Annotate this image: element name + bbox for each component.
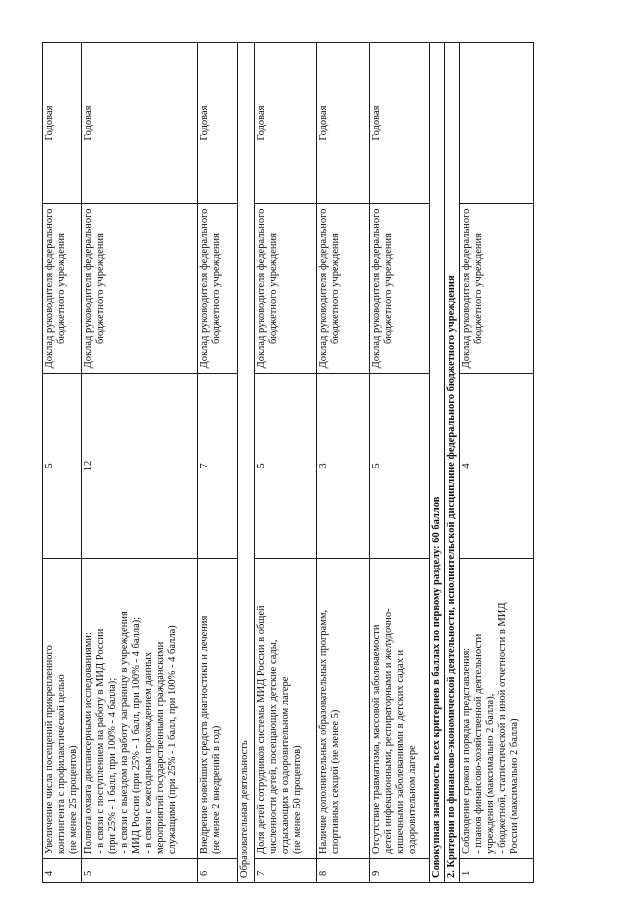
criterion-text: Доля детей сотрудников системы МИД России в общей численности детей, посещающих детские сады, отдыхающих в оздоровительном лагере (не менее 50 процентов) bbox=[255, 559, 317, 859]
period-cell: Годовая bbox=[255, 43, 317, 204]
row-number: 9 bbox=[370, 859, 430, 883]
total-first-section: Совокупная значимость всех критериев в баллах по первому разделу: 60 баллов bbox=[430, 43, 445, 883]
table-row bbox=[317, 43, 370, 883]
table-row bbox=[255, 43, 317, 883]
source-cell: Доклад руководителя федерального бюджетного учреждения bbox=[460, 204, 534, 374]
period-cell: Годовая bbox=[82, 43, 198, 204]
section-row bbox=[238, 43, 255, 883]
table-row bbox=[460, 43, 534, 883]
criterion-text: Полнота охвата диспансерными исследованиями: - в связи с поступлением на работу в МИД России (при 25% - 1 балл, при 100% - 4 балла); - в связи с выездом на работу заграницу в учреждения МИД России (при 25% - 1 балл, при 100% - 4 балла); - в связи с ежегодным прохождением данных мероприятий государственными гражданскими служащими (при 25% - 1 балл, при 100% - 4 балла) bbox=[82, 559, 198, 859]
table-row bbox=[43, 43, 82, 883]
row-number: 8 bbox=[317, 859, 370, 883]
criterion-text: Наличие дополнительных образовательных программ, спортивных секций (не менее 5) bbox=[317, 559, 370, 859]
section-row bbox=[445, 43, 460, 883]
criterion-text: Увеличение числа посещений прикрепленного контингента с профилактической целью (не менее 25 процентов) bbox=[43, 559, 82, 859]
row-number: 1 bbox=[460, 859, 534, 883]
row-number: 7 bbox=[255, 859, 317, 883]
period-cell: Годовая bbox=[198, 43, 238, 204]
score-cell: 12 bbox=[82, 374, 198, 559]
row-number: 5 bbox=[82, 859, 198, 883]
source-cell: Доклад руководителя федерального бюджетного учреждения bbox=[317, 204, 370, 374]
source-cell: Доклад руководителя федерального бюджетного учреждения bbox=[255, 204, 317, 374]
criterion-text: Соблюдение сроков и порядка представления: - планов финансово-хозяйственной деятельности учреждения (максимально 2 балла), - бюджетной, статистической и иной отчетности в МИД России (максимально 2 балла) bbox=[460, 559, 534, 859]
score-cell: 4 bbox=[460, 374, 534, 559]
source-cell: Доклад руководителя федерального бюджетного учреждения bbox=[370, 204, 430, 374]
table-row bbox=[370, 43, 430, 883]
period-cell: Годовая bbox=[317, 43, 370, 204]
period-cell: Годовая bbox=[370, 43, 430, 204]
section-2-heading: 2. Критерии по финансово-экономической деятельности, исполнительской дисциплине федерального бюджетного учреждения bbox=[445, 43, 460, 883]
row-number: 6 bbox=[198, 859, 238, 883]
period-cell bbox=[460, 43, 534, 204]
table-row bbox=[82, 43, 198, 883]
source-cell: Доклад руководителя федерального бюджетного учреждения bbox=[43, 204, 82, 374]
source-cell: Доклад руководителя федерального бюджетного учреждения bbox=[198, 204, 238, 374]
score-cell: 7 bbox=[198, 374, 238, 559]
source-cell: Доклад руководителя федерального бюджетного учреждения bbox=[82, 204, 198, 374]
total-row bbox=[430, 43, 445, 883]
table-row bbox=[198, 43, 238, 883]
row-number: 4 bbox=[43, 859, 82, 883]
score-cell: 5 bbox=[255, 374, 317, 559]
criterion-text: Внедрение новейших средств диагностики и лечения (не менее 2 внедрений в год) bbox=[198, 559, 238, 859]
score-cell: 3 bbox=[317, 374, 370, 559]
period-cell: Годовая bbox=[43, 43, 82, 204]
score-cell: 5 bbox=[370, 374, 430, 559]
criterion-text: Отсутствие травматизма, массовой заболеваемости детей инфекционными, респираторными и желудочно- кишечными заболеваниями в детских садах и оздоровительном лагере bbox=[370, 559, 430, 859]
score-cell: 5 bbox=[43, 374, 82, 559]
criteria-table bbox=[42, 42, 534, 883]
section-heading: Образовательная деятельность bbox=[238, 43, 255, 883]
